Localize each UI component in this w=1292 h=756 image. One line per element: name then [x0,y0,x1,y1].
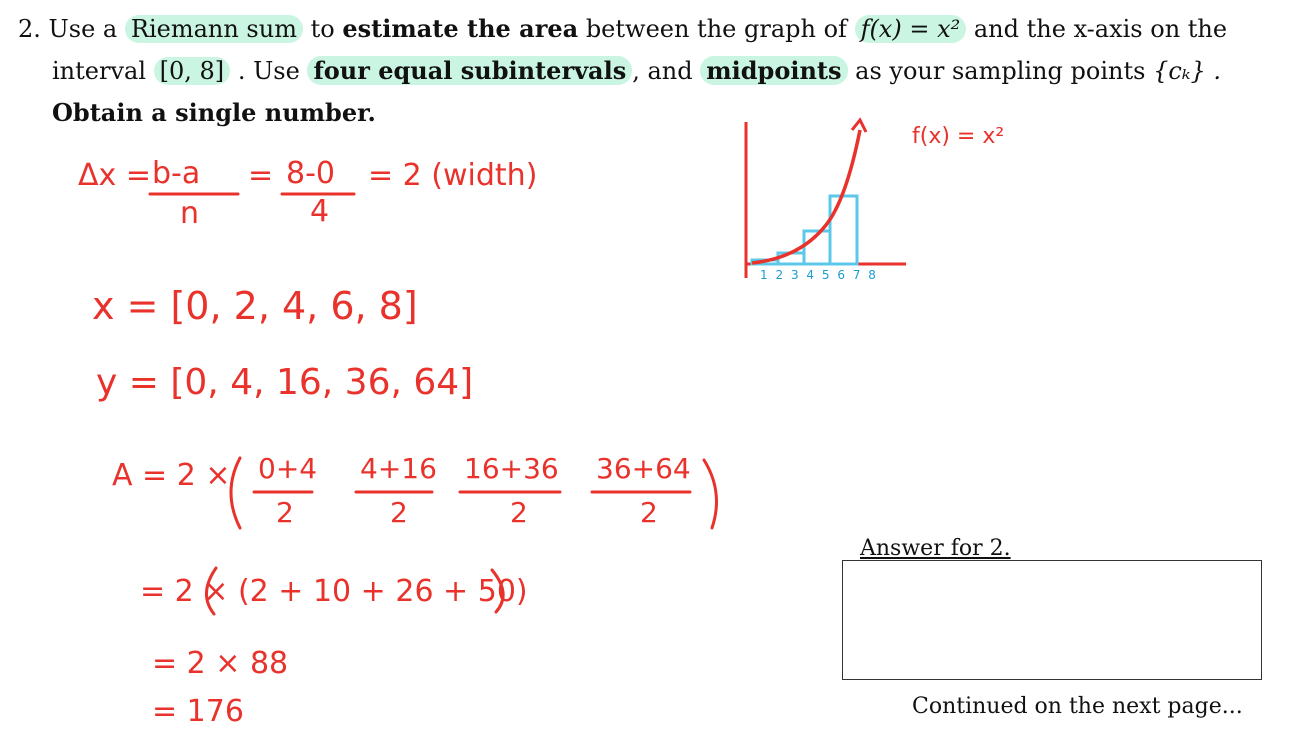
continued-note: Continued on the next page... [912,694,1243,719]
highlight-riemann-sum: Riemann sum [125,15,303,43]
tick-1: 1 [760,268,770,282]
term-2-denominator: 2 [390,496,408,529]
term-4-numerator: 36+64 [596,452,691,485]
area-step-4: = 176 [152,694,244,729]
sampling-points-expression: {cₖ} . [1153,57,1222,85]
text-fragment: as your sampling points [855,57,1146,85]
close-paren [492,570,503,612]
delta-x-label: Δx = [78,158,151,193]
midpoint-rectangles [752,196,857,264]
highlight-estimate-area: estimate the area [342,14,579,43]
question-line-3: Obtain a single number. [52,98,376,127]
text-fragment: between the graph of [585,15,847,43]
dx-fraction-1-denominator: n [180,196,200,231]
dx-fraction-2-numerator: 8-0 [286,156,335,191]
text-fragment: . Use [237,57,300,85]
question-number: 2. [18,15,41,43]
close-paren [704,460,717,528]
term-4-denominator: 2 [640,496,658,529]
interval-expression: [0, 8] [154,57,231,85]
function-graph [746,120,906,278]
term-1-numerator: 0+4 [258,452,318,485]
tick-8: 8 [868,268,878,282]
dx-fraction-2-denominator: 4 [310,194,330,229]
dx-fraction-1-numerator: b-a [152,156,201,191]
y-values-list: y = [0, 4, 16, 36, 64] [96,362,474,403]
area-step-2: = 2 × (2 + 10 + 26 + 50) [140,574,528,609]
x-values-list: x = [0, 2, 4, 6, 8] [92,284,418,328]
tick-2: 2 [775,268,786,282]
function-expression: f(x) = x² [855,15,967,43]
term-3-numerator: 16+36 [464,452,559,485]
open-paren [206,568,216,614]
tick-3: 3 [790,268,801,282]
area-step-3: = 2 × 88 [152,646,289,681]
text-fragment: and the x-axis on the [973,15,1228,43]
tick-6: 6 [837,268,847,282]
answer-input-box[interactable] [842,560,1262,680]
open-paren [231,458,240,528]
text-fragment: , and [632,57,693,85]
term-3-denominator: 2 [510,496,528,529]
rectangle-4 [830,196,857,264]
term-1-denominator: 2 [276,496,294,529]
function-label: f(x) = x² [912,124,1005,149]
term-2-numerator: 4+16 [360,452,437,485]
text-fragment: to [310,15,335,43]
highlight-four-subintervals: four equal subintervals [307,56,632,85]
text-fragment: interval [52,57,146,85]
tick-7: 7 [852,268,863,282]
dx-result: = 2 (width) [368,158,538,193]
tick-labels [760,268,878,282]
area-prefix: A = 2 × [112,458,231,493]
answer-label: Answer for 2. [860,536,1011,561]
text-fragment: Use a [48,15,118,43]
tick-5: 5 [821,268,832,282]
equals-sign: = [248,158,274,193]
tick-4: 4 [806,268,817,282]
highlight-midpoints: midpoints [700,56,847,85]
